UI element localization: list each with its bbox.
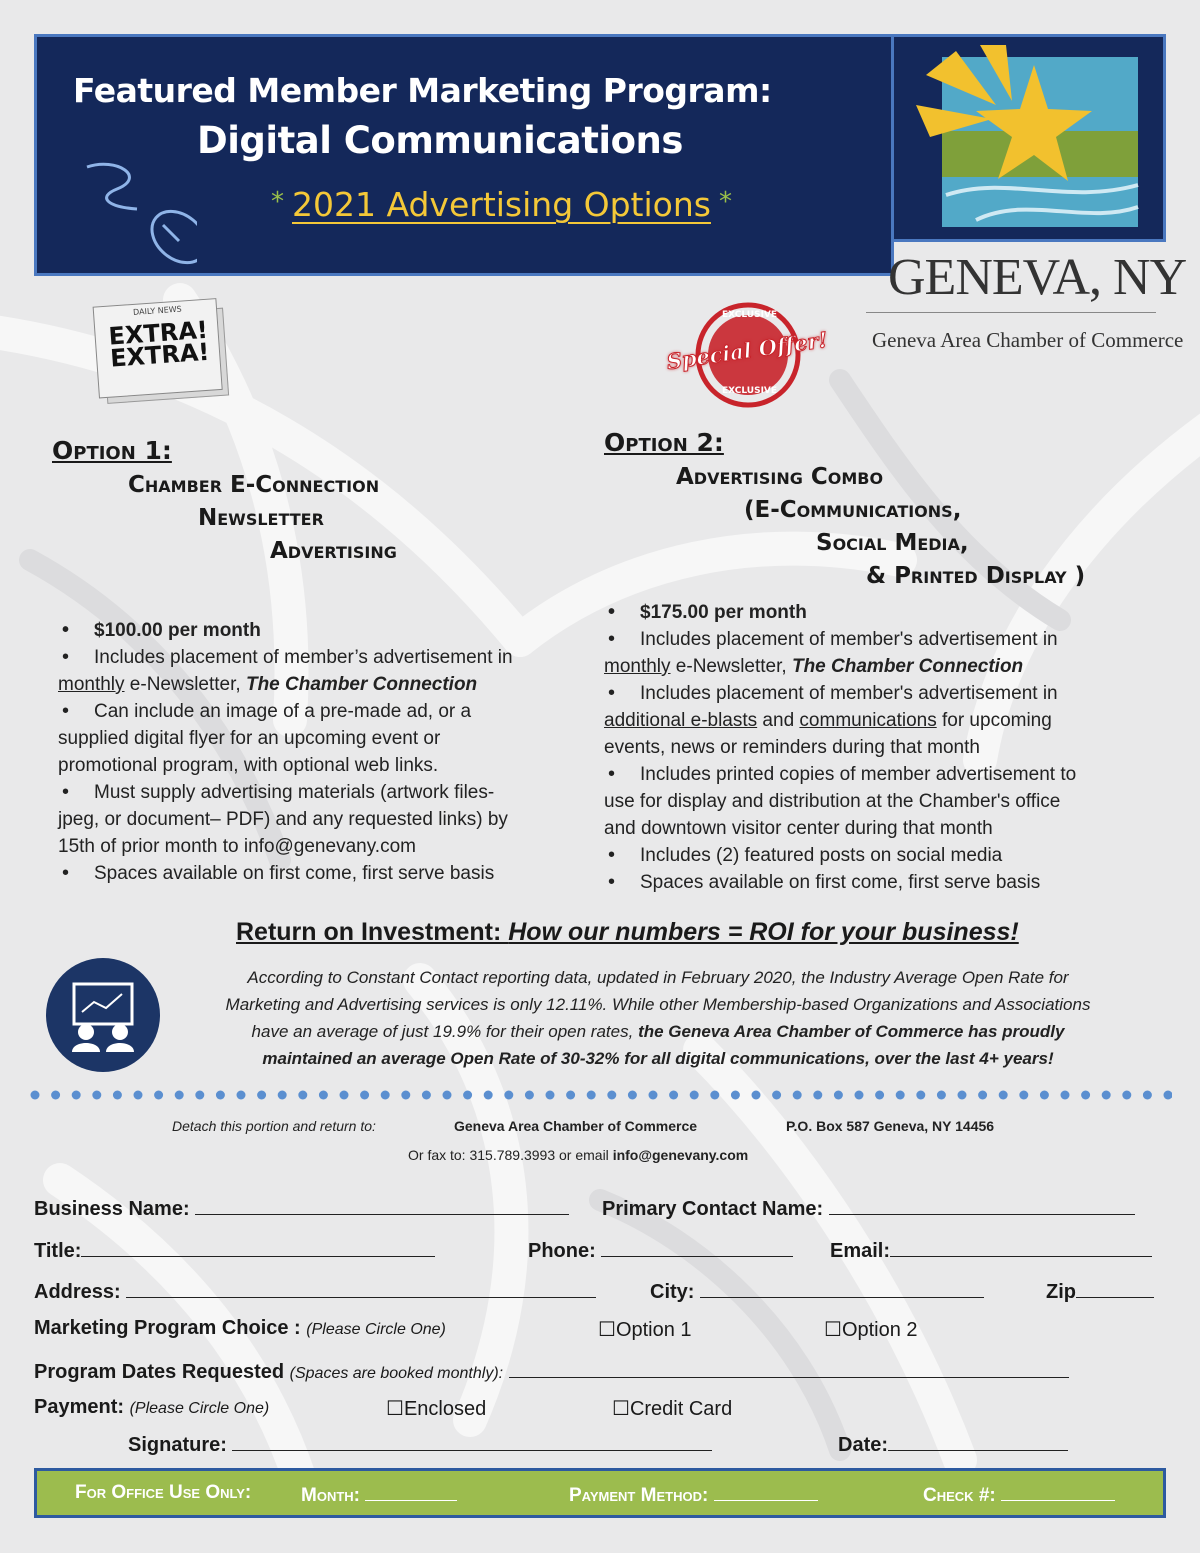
office-use-label: For Office Use Only:	[75, 1482, 252, 1503]
office-month-field[interactable]: Month:	[301, 1482, 457, 1507]
dot	[443, 1091, 452, 1100]
geneva-star-logo	[916, 45, 1146, 235]
list-item-cont: use for display and distribution at the Chamber's office	[604, 791, 1061, 812]
page-subtitle: * 2021 Advertising Options *	[271, 185, 732, 224]
primary-contact-field[interactable]: Primary Contact Name:	[602, 1196, 1135, 1221]
zip-field[interactable]: Zip	[1046, 1279, 1154, 1304]
dot	[154, 1091, 163, 1100]
dot	[134, 1091, 143, 1100]
option2-list	[604, 599, 1164, 896]
office-check-field[interactable]: Check #:	[923, 1482, 1115, 1507]
option1-title-line2: Newsletter	[198, 505, 324, 531]
dot	[1102, 1091, 1111, 1100]
dot	[484, 1091, 493, 1100]
dot	[463, 1091, 472, 1100]
logo-chamber-name: Geneva Area Chamber of Commerce	[872, 328, 1184, 352]
list-item-cont: monthly e-Newsletter, The Chamber Connection	[58, 674, 478, 695]
dot	[72, 1091, 81, 1100]
option2-checkbox[interactable]: ☐Option 2	[824, 1319, 918, 1341]
dot	[1122, 1091, 1131, 1100]
option1-checkbox[interactable]: ☐Option 1	[598, 1319, 692, 1341]
list-item: • Spaces available on first come, first serve basis	[58, 860, 568, 887]
list-item: • Spaces available on first come, first serve basis	[604, 869, 1164, 896]
dot	[731, 1091, 740, 1100]
option1-list	[58, 617, 568, 887]
page-title-line2: Digital Communications	[197, 119, 683, 162]
option1-title-line1: Chamber E-Connection	[128, 472, 380, 498]
dot	[855, 1091, 864, 1100]
dot	[340, 1091, 349, 1100]
option2-title-line1: Advertising Combo	[676, 464, 884, 490]
dot	[772, 1091, 781, 1100]
dot	[813, 1091, 822, 1100]
dot	[360, 1091, 369, 1100]
dot	[298, 1091, 307, 1100]
page-title: Featured Member Marketing Program:	[73, 71, 772, 110]
dot	[113, 1091, 122, 1100]
option1-title-line3: Advertising	[270, 538, 397, 564]
list-item-cont: monthly e-Newsletter, The Chamber Connection	[604, 656, 1024, 677]
dot	[504, 1091, 513, 1100]
list-item: • Includes placement of member's advertisement in	[604, 680, 1164, 707]
list-item-cont: additional e-blasts and communications for upcoming	[604, 710, 1052, 731]
option2-heading: Option 2:	[604, 428, 724, 457]
dot	[237, 1091, 246, 1100]
detach-label: Detach this portion and return to:	[172, 1118, 376, 1134]
dot	[216, 1091, 225, 1100]
list-item: • Includes printed copies of member advertisement to	[604, 761, 1164, 788]
dot	[1040, 1091, 1049, 1100]
dot	[752, 1091, 761, 1100]
address-field[interactable]: Address:	[34, 1279, 596, 1304]
list-item-cont: promotional program, with optional web links.	[58, 755, 439, 776]
header-banner	[34, 34, 1166, 276]
signature-field[interactable]: Signature:	[128, 1432, 712, 1457]
option1-heading: Option 1:	[52, 436, 172, 465]
dot	[195, 1091, 204, 1100]
list-item-cont: and downtown visitor center during that month	[604, 818, 993, 839]
detach-org: Geneva Area Chamber of Commerce	[454, 1118, 698, 1134]
dot	[649, 1091, 658, 1100]
mouse-icon	[77, 157, 197, 267]
dot	[525, 1091, 534, 1100]
title-field[interactable]: Title:	[34, 1238, 435, 1263]
detach-address: P.O. Box 587 Geneva, NY 14456	[786, 1118, 995, 1134]
option2-price: • $175.00 per month	[604, 599, 1164, 626]
email-field[interactable]: Email:	[830, 1238, 1152, 1263]
list-item-cont: jpeg, or document– PDF) and any requested links) by	[58, 809, 508, 830]
dot	[546, 1091, 555, 1100]
dot	[999, 1091, 1008, 1100]
dot	[1019, 1091, 1028, 1100]
special-offer-stamp: EXCLUSIVE Special Offer! EXCLUSIVE	[664, 300, 834, 410]
detach-dotted-line	[30, 1090, 1172, 1100]
dot	[1081, 1091, 1090, 1100]
dot	[628, 1091, 637, 1100]
option2-title-line4: & Printed Display )	[866, 563, 1086, 589]
dot	[916, 1091, 925, 1100]
dot	[834, 1091, 843, 1100]
dot	[319, 1091, 328, 1100]
option1-price: • $100.00 per month	[58, 617, 568, 644]
dot	[1164, 1091, 1173, 1100]
dot	[381, 1091, 390, 1100]
list-item-cont: 15th of prior month to info@genevany.com	[58, 836, 416, 857]
list-item: • Includes (2) featured posts on social media	[604, 842, 1164, 869]
dot	[1061, 1091, 1070, 1100]
logo-city: GENEVA, NY	[888, 249, 1187, 306]
dot	[710, 1091, 719, 1100]
list-item: • Can include an image of a pre-made ad, or a	[58, 698, 568, 725]
payment-label: Payment: (Please Circle One)	[34, 1396, 270, 1418]
dot	[669, 1091, 678, 1100]
newspaper-image: DAILY NEWS EXTRA! EXTRA!	[93, 298, 232, 409]
list-item-cont: supplied digital flyer for an upcoming event or	[58, 728, 441, 749]
dot	[875, 1091, 884, 1100]
roi-paragraph: According to Constant Contact reporting data, updated in February 2020, the Industry Average Open Rate for Marketing and Advertising services is only 12.11%. While other Membership-based Organizations and Associations have an average of just 19.9% for their open rates, the Geneva Area Chamber of Commerce has proudly maintained an average Open Rate of 30-32% for all digital communications, over the last 4+ years!	[225, 968, 1091, 1068]
dot	[175, 1091, 184, 1100]
fax-email-line: Or fax to: 315.789.3993 or email info@genevany.com	[408, 1147, 749, 1163]
dot	[958, 1091, 967, 1100]
option2-title-line2: (E-Communications,	[744, 497, 962, 523]
list-item: • Includes placement of member's advertisement in	[604, 626, 1164, 653]
logo-divider	[866, 312, 1156, 313]
logo-panel	[894, 34, 1166, 242]
business-name-field[interactable]: Business Name:	[34, 1196, 569, 1221]
credit-card-checkbox[interactable]: ☐Credit Card	[612, 1398, 733, 1420]
dot	[937, 1091, 946, 1100]
enclosed-checkbox[interactable]: ☐Enclosed	[386, 1398, 487, 1420]
roi-heading: Return on Investment: How our numbers = ROI for your business!	[236, 918, 1019, 946]
dot	[92, 1091, 101, 1100]
city-field[interactable]: City:	[650, 1279, 984, 1304]
dot	[257, 1091, 266, 1100]
dot	[1143, 1091, 1152, 1100]
presentation-icon	[46, 958, 160, 1072]
dot	[793, 1091, 802, 1100]
dot	[566, 1091, 575, 1100]
date-field[interactable]: Date:	[838, 1432, 1068, 1457]
program-choice-label: Marketing Program Choice : (Please Circle One)	[34, 1317, 446, 1339]
banner-title-panel	[34, 34, 894, 276]
office-use-footer	[34, 1468, 1166, 1518]
dot	[31, 1091, 40, 1100]
program-dates-field[interactable]: Program Dates Requested (Spaces are booked monthly):	[34, 1359, 1069, 1384]
list-item-cont: events, news or reminders during that month	[604, 737, 980, 758]
dot	[51, 1091, 60, 1100]
office-payment-method-field[interactable]: Payment Method:	[569, 1482, 818, 1507]
dot	[587, 1091, 596, 1100]
dot	[422, 1091, 431, 1100]
dot	[401, 1091, 410, 1100]
list-item: • Includes placement of member’s advertisement in	[58, 644, 568, 671]
dot	[278, 1091, 287, 1100]
phone-field[interactable]: Phone:	[528, 1238, 793, 1263]
dot	[896, 1091, 905, 1100]
dot	[690, 1091, 699, 1100]
dot	[978, 1091, 987, 1100]
option2-title-line3: Social Media,	[816, 530, 969, 556]
dot	[607, 1091, 616, 1100]
list-item: • Must supply advertising materials (artwork files-	[58, 779, 568, 806]
